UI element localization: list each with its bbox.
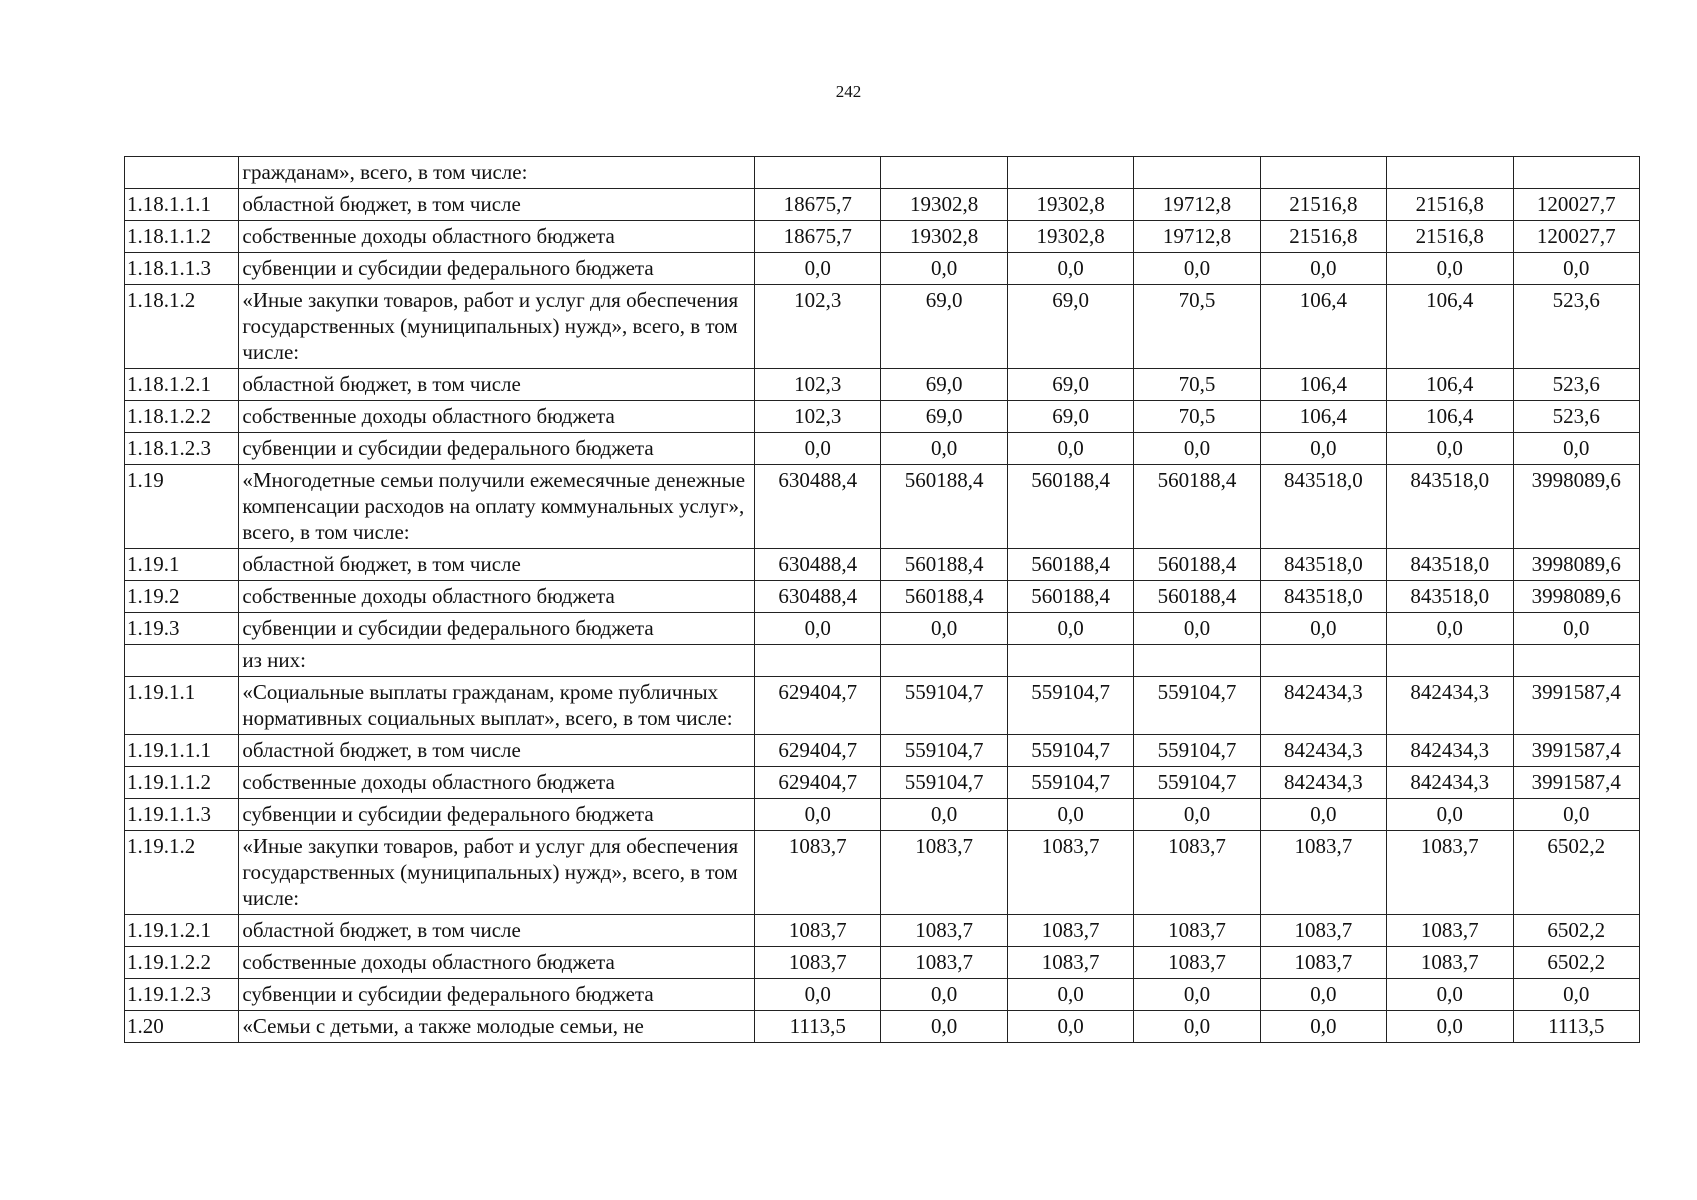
value-cell — [755, 157, 881, 189]
value-cell — [1513, 645, 1640, 677]
value-cell: 0,0 — [1513, 979, 1640, 1011]
value-cell: 560188,4 — [1134, 465, 1260, 549]
row-name: собственные доходы областного бюджета — [239, 581, 755, 613]
value-cell: 0,0 — [755, 433, 881, 465]
row-code: 1.18.1.2.1 — [125, 369, 239, 401]
value-cell: 19302,8 — [1007, 221, 1133, 253]
row-code: 1.19.1.1.1 — [125, 735, 239, 767]
row-name: субвенции и субсидии федерального бюджета — [239, 979, 755, 1011]
row-name: областной бюджет, в том числе — [239, 549, 755, 581]
table-row — [125, 221, 1640, 253]
value-cell: 21516,8 — [1387, 221, 1513, 253]
value-cell: 0,0 — [755, 799, 881, 831]
value-cell: 560188,4 — [1007, 581, 1133, 613]
row-code: 1.18.1.1.3 — [125, 253, 239, 285]
value-cell: 1113,5 — [755, 1011, 881, 1043]
value-cell: 69,0 — [881, 401, 1007, 433]
value-cell: 0,0 — [1513, 433, 1640, 465]
value-cell: 560188,4 — [1134, 581, 1260, 613]
value-cell: 102,3 — [755, 285, 881, 369]
value-cell: 18675,7 — [755, 221, 881, 253]
value-cell: 630488,4 — [755, 549, 881, 581]
row-code: 1.19 — [125, 465, 239, 549]
value-cell: 1083,7 — [1134, 947, 1260, 979]
value-cell — [1007, 157, 1133, 189]
value-cell: 0,0 — [1387, 613, 1513, 645]
value-cell: 1083,7 — [1260, 947, 1386, 979]
value-cell: 0,0 — [1513, 799, 1640, 831]
value-cell: 0,0 — [1007, 1011, 1133, 1043]
value-cell: 70,5 — [1134, 401, 1260, 433]
value-cell: 1083,7 — [1387, 947, 1513, 979]
row-code: 1.19.1.2 — [125, 831, 239, 915]
value-cell: 0,0 — [881, 979, 1007, 1011]
value-cell: 0,0 — [1387, 1011, 1513, 1043]
value-cell: 1083,7 — [1260, 831, 1386, 915]
value-cell: 3991587,4 — [1513, 735, 1640, 767]
value-cell: 843518,0 — [1260, 549, 1386, 581]
value-cell: 560188,4 — [1134, 549, 1260, 581]
value-cell: 1083,7 — [1007, 915, 1133, 947]
row-name: субвенции и субсидии федерального бюджета — [239, 613, 755, 645]
row-code: 1.18.1.1.2 — [125, 221, 239, 253]
value-cell: 21516,8 — [1260, 189, 1386, 221]
value-cell: 1083,7 — [1387, 915, 1513, 947]
row-code: 1.19.1.1 — [125, 677, 239, 735]
value-cell: 629404,7 — [755, 767, 881, 799]
table-row — [125, 401, 1640, 433]
value-cell: 106,4 — [1260, 285, 1386, 369]
value-cell — [1513, 157, 1640, 189]
value-cell: 523,6 — [1513, 285, 1640, 369]
value-cell: 843518,0 — [1387, 581, 1513, 613]
value-cell: 0,0 — [881, 799, 1007, 831]
value-cell: 842434,3 — [1387, 677, 1513, 735]
value-cell: 843518,0 — [1387, 465, 1513, 549]
value-cell — [1387, 645, 1513, 677]
value-cell: 106,4 — [1387, 369, 1513, 401]
row-name: областной бюджет, в том числе — [239, 915, 755, 947]
value-cell: 69,0 — [881, 369, 1007, 401]
value-cell: 69,0 — [881, 285, 1007, 369]
row-code: 1.18.1.2 — [125, 285, 239, 369]
value-cell: 630488,4 — [755, 465, 881, 549]
value-cell: 842434,3 — [1260, 677, 1386, 735]
row-name: субвенции и субсидии федерального бюджета — [239, 253, 755, 285]
value-cell: 842434,3 — [1260, 735, 1386, 767]
table-row — [125, 677, 1640, 735]
value-cell: 559104,7 — [881, 735, 1007, 767]
row-code: 1.19.1.1.2 — [125, 767, 239, 799]
value-cell: 559104,7 — [881, 677, 1007, 735]
value-cell: 0,0 — [1134, 799, 1260, 831]
value-cell: 21516,8 — [1260, 221, 1386, 253]
row-code: 1.18.1.2.2 — [125, 401, 239, 433]
value-cell — [1260, 157, 1386, 189]
table-row — [125, 369, 1640, 401]
row-code: 1.19.1.1.3 — [125, 799, 239, 831]
value-cell: 0,0 — [1260, 613, 1386, 645]
value-cell: 560188,4 — [1007, 465, 1133, 549]
value-cell: 842434,3 — [1260, 767, 1386, 799]
row-name: «Социальные выплаты гражданам, кроме публичных нормативных социальных выплат», всего, в том числе: — [239, 677, 755, 735]
value-cell: 559104,7 — [1007, 735, 1133, 767]
value-cell: 3998089,6 — [1513, 581, 1640, 613]
value-cell: 843518,0 — [1260, 465, 1386, 549]
value-cell: 1083,7 — [755, 947, 881, 979]
value-cell: 559104,7 — [1007, 767, 1133, 799]
value-cell: 0,0 — [755, 253, 881, 285]
table-row — [125, 433, 1640, 465]
value-cell: 6502,2 — [1513, 915, 1640, 947]
value-cell: 19302,8 — [881, 221, 1007, 253]
row-name: областной бюджет, в том числе — [239, 735, 755, 767]
row-name: «Иные закупки товаров, работ и услуг для обеспечения государственных (муниципальных) нужд», всего, в том числе: — [239, 285, 755, 369]
value-cell: 69,0 — [1007, 285, 1133, 369]
row-name: областной бюджет, в том числе — [239, 369, 755, 401]
value-cell: 843518,0 — [1260, 581, 1386, 613]
table-row — [125, 581, 1640, 613]
value-cell: 106,4 — [1260, 369, 1386, 401]
value-cell: 1083,7 — [881, 947, 1007, 979]
row-code: 1.19.1.2.1 — [125, 915, 239, 947]
value-cell: 560188,4 — [1007, 549, 1133, 581]
value-cell: 843518,0 — [1387, 549, 1513, 581]
row-name: собственные доходы областного бюджета — [239, 767, 755, 799]
value-cell: 102,3 — [755, 369, 881, 401]
row-name: из них: — [239, 645, 755, 677]
value-cell: 559104,7 — [1134, 767, 1260, 799]
value-cell: 629404,7 — [755, 735, 881, 767]
row-code: 1.20 — [125, 1011, 239, 1043]
table-row — [125, 465, 1640, 549]
page-number: 242 — [835, 82, 862, 101]
value-cell: 3991587,4 — [1513, 677, 1640, 735]
row-code: 1.19.1.2.2 — [125, 947, 239, 979]
value-cell: 1083,7 — [1007, 831, 1133, 915]
value-cell: 0,0 — [1260, 253, 1386, 285]
value-cell: 21516,8 — [1387, 189, 1513, 221]
value-cell: 3998089,6 — [1513, 549, 1640, 581]
value-cell: 6502,2 — [1513, 947, 1640, 979]
value-cell: 523,6 — [1513, 401, 1640, 433]
value-cell: 1083,7 — [881, 915, 1007, 947]
value-cell: 0,0 — [1387, 433, 1513, 465]
row-name: «Иные закупки товаров, работ и услуг для обеспечения государственных (муниципальных) нужд», всего, в том числе: — [239, 831, 755, 915]
value-cell: 0,0 — [1134, 979, 1260, 1011]
value-cell: 106,4 — [1260, 401, 1386, 433]
value-cell — [1134, 645, 1260, 677]
value-cell: 559104,7 — [1007, 677, 1133, 735]
value-cell: 1083,7 — [1134, 831, 1260, 915]
value-cell: 0,0 — [881, 613, 1007, 645]
value-cell: 0,0 — [1513, 253, 1640, 285]
value-cell: 70,5 — [1134, 285, 1260, 369]
value-cell: 0,0 — [1134, 433, 1260, 465]
value-cell — [881, 157, 1007, 189]
table-body — [125, 157, 1640, 1043]
table-row — [125, 613, 1640, 645]
table-row — [125, 157, 1640, 189]
row-code: 1.19.1 — [125, 549, 239, 581]
value-cell: 0,0 — [1387, 253, 1513, 285]
table-row — [125, 253, 1640, 285]
value-cell: 0,0 — [1260, 979, 1386, 1011]
table-row — [125, 549, 1640, 581]
row-code — [125, 157, 239, 189]
value-cell: 523,6 — [1513, 369, 1640, 401]
value-cell: 0,0 — [1007, 433, 1133, 465]
row-code: 1.18.1.2.3 — [125, 433, 239, 465]
value-cell: 19302,8 — [881, 189, 1007, 221]
row-name: собственные доходы областного бюджета — [239, 401, 755, 433]
value-cell: 0,0 — [881, 1011, 1007, 1043]
value-cell: 0,0 — [1007, 613, 1133, 645]
row-name: «Семьи с детьми, а также молодые семьи, не — [239, 1011, 755, 1043]
value-cell: 630488,4 — [755, 581, 881, 613]
table-row — [125, 947, 1640, 979]
value-cell: 70,5 — [1134, 369, 1260, 401]
value-cell — [755, 645, 881, 677]
budget-table — [124, 156, 1640, 1043]
value-cell: 19712,8 — [1134, 221, 1260, 253]
table-row — [125, 915, 1640, 947]
table-row — [125, 831, 1640, 915]
value-cell: 0,0 — [1387, 979, 1513, 1011]
row-code: 1.18.1.1.1 — [125, 189, 239, 221]
value-cell: 0,0 — [755, 613, 881, 645]
table-row — [125, 285, 1640, 369]
value-cell: 1083,7 — [1134, 915, 1260, 947]
value-cell: 629404,7 — [755, 677, 881, 735]
table-row — [125, 767, 1640, 799]
value-cell: 560188,4 — [881, 465, 1007, 549]
value-cell: 0,0 — [1007, 799, 1133, 831]
row-code: 1.19.2 — [125, 581, 239, 613]
value-cell: 842434,3 — [1387, 767, 1513, 799]
value-cell: 19712,8 — [1134, 189, 1260, 221]
value-cell: 120027,7 — [1513, 221, 1640, 253]
value-cell: 1083,7 — [1387, 831, 1513, 915]
value-cell: 69,0 — [1007, 401, 1133, 433]
value-cell: 0,0 — [1513, 613, 1640, 645]
value-cell: 1113,5 — [1513, 1011, 1640, 1043]
value-cell: 0,0 — [1260, 1011, 1386, 1043]
row-name: собственные доходы областного бюджета — [239, 221, 755, 253]
value-cell: 842434,3 — [1387, 735, 1513, 767]
value-cell: 18675,7 — [755, 189, 881, 221]
table-row — [125, 189, 1640, 221]
value-cell: 69,0 — [1007, 369, 1133, 401]
value-cell: 19302,8 — [1007, 189, 1133, 221]
value-cell: 0,0 — [1134, 1011, 1260, 1043]
value-cell: 1083,7 — [755, 915, 881, 947]
row-code: 1.19.1.2.3 — [125, 979, 239, 1011]
value-cell — [1260, 645, 1386, 677]
value-cell — [1387, 157, 1513, 189]
value-cell: 3998089,6 — [1513, 465, 1640, 549]
value-cell: 1083,7 — [1007, 947, 1133, 979]
value-cell: 559104,7 — [881, 767, 1007, 799]
value-cell: 0,0 — [1260, 799, 1386, 831]
value-cell: 3991587,4 — [1513, 767, 1640, 799]
row-code — [125, 645, 239, 677]
row-name: субвенции и субсидии федерального бюджета — [239, 799, 755, 831]
value-cell: 106,4 — [1387, 401, 1513, 433]
value-cell: 0,0 — [1387, 799, 1513, 831]
value-cell: 0,0 — [881, 253, 1007, 285]
value-cell: 560188,4 — [881, 581, 1007, 613]
value-cell: 1083,7 — [1260, 915, 1386, 947]
value-cell: 0,0 — [1134, 613, 1260, 645]
value-cell: 102,3 — [755, 401, 881, 433]
value-cell: 106,4 — [1387, 285, 1513, 369]
table-row — [125, 979, 1640, 1011]
value-cell: 0,0 — [1134, 253, 1260, 285]
value-cell: 0,0 — [1007, 253, 1133, 285]
value-cell: 1083,7 — [881, 831, 1007, 915]
table-row — [125, 1011, 1640, 1043]
value-cell: 560188,4 — [881, 549, 1007, 581]
value-cell: 0,0 — [881, 433, 1007, 465]
row-name: областной бюджет, в том числе — [239, 189, 755, 221]
value-cell — [1007, 645, 1133, 677]
table-row — [125, 735, 1640, 767]
value-cell: 559104,7 — [1134, 677, 1260, 735]
row-code: 1.19.3 — [125, 613, 239, 645]
value-cell: 120027,7 — [1513, 189, 1640, 221]
value-cell — [881, 645, 1007, 677]
row-name: «Многодетные семьи получили ежемесячные денежные компенсации расходов на оплату коммунальных услуг», всего, в том числе: — [239, 465, 755, 549]
table-row — [125, 799, 1640, 831]
value-cell: 0,0 — [1260, 433, 1386, 465]
row-name: гражданам», всего, в том числе: — [239, 157, 755, 189]
row-name: собственные доходы областного бюджета — [239, 947, 755, 979]
value-cell: 0,0 — [755, 979, 881, 1011]
table-row — [125, 645, 1640, 677]
value-cell — [1134, 157, 1260, 189]
value-cell: 0,0 — [1007, 979, 1133, 1011]
row-name: субвенции и субсидии федерального бюджета — [239, 433, 755, 465]
value-cell: 559104,7 — [1134, 735, 1260, 767]
value-cell: 1083,7 — [755, 831, 881, 915]
value-cell: 6502,2 — [1513, 831, 1640, 915]
